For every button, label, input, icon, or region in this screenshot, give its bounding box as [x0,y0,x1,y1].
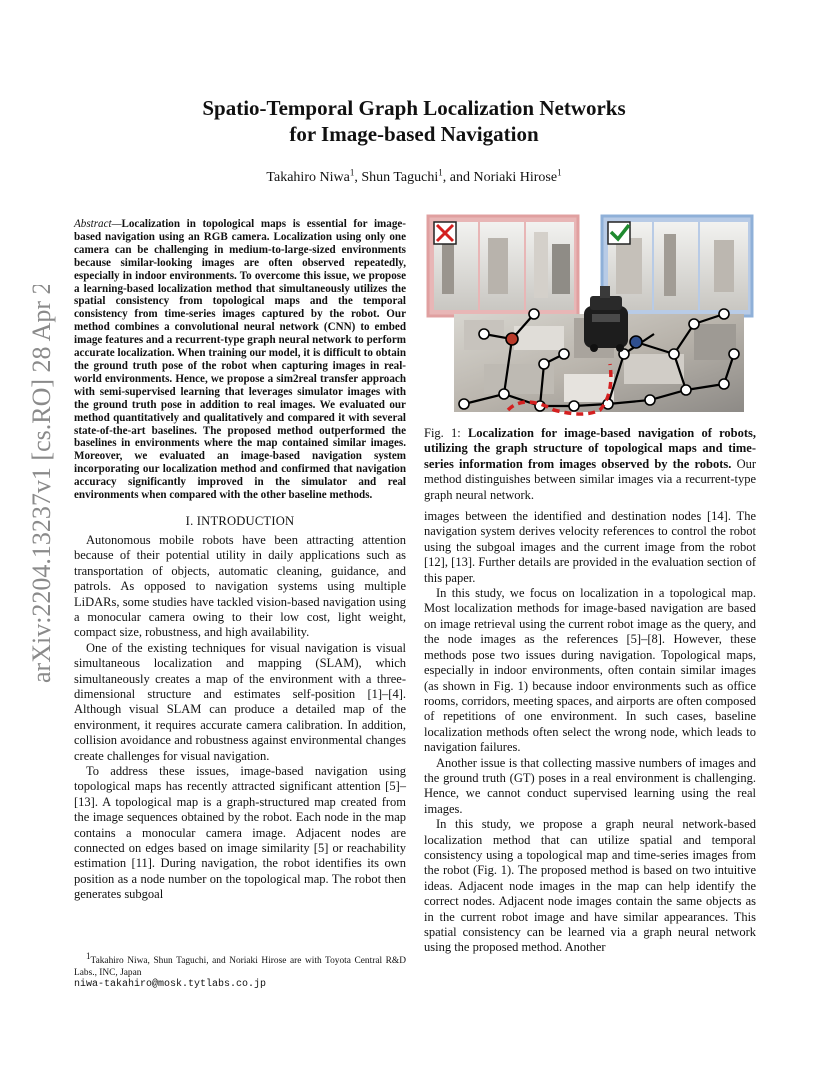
body-paragraph: In this study, we focus on localization in a topological map. Most localization methods for image-based navigation are based on image retrieval using the current robot image as the query, and the node images as the references [5]–[8]. However, these methods pose two issues during navigation. Topological maps, especially in indoor environments, often contain similar images (as shown in Fig. 1) because indoor environments such as office rooms, corridors, meeting spaces, and airports are often composed of repetitions of one environment. In such cases, baseline localization methods often select the wrong node, which leads to navigation failures. [424,586,756,755]
figure-1-illustration [424,214,756,418]
paper-title [0,95,828,147]
author-name: Noriaki Hirose [473,170,558,185]
body-paragraph: images between the identified and destination nodes [14]. The navigation system derives velocity references to control the robot using the subgoal images and the current image from the robot [12], [13]. Further details are provided in the evaluation section of this paper. [424,509,756,585]
author-list: Takahiro Niwa$^1$, Shun Taguchi$^1$, and Noriaki Hirose$^1$ [266,167,562,185]
caption-text: Our method distinguishes between similar images via a recurrent-type graph neural network. [424,456,757,502]
caption-label: Fig. 1: [424,426,461,440]
body-paragraph: To address these issues, image-based navigation using topological maps has recently attracted significant attention [5]–[13]. A topological map is a graph-structured map created from the image sequences obtained by the robot. Each node in the map contains a monocular camera image. Adjacent nodes are connected on edges based on image similarity [5] or reachability estimation [11]. During navigation, the robot identifies its own position as a node number on the topological map. The robot then generates subgoal [74,764,406,902]
arxiv-identifier-text: arXiv:2204.13237v1 [cs.RO] 28 Apr 2022 [27,285,56,683]
author-name: Takahiro Niwa [266,170,350,185]
cross-icon [434,222,456,244]
abstract [74,218,406,502]
body-paragraph: Autonomous mobile robots have been attracting attention because of their potential utility in daily applications such as transportation of objects, automatic cleaning, guidance, and patrols. As opposed to navigation systems using multiple LiDARs, some studies have tackled vision-based navigation using a monocular camera owing to their low cost, light weight, compact size, robustness, and high availability. [74,532,406,640]
author-name: Shun Taguchi [361,170,439,185]
body-paragraph: In this study, we propose a graph neural network-based localization method that can utilize spatial and temporal consistency using a topological map and time-series images from the robot (Fig. 1). The proposed method is based on two intuitive ideas. Adjacent node images in the map can help identify the correct nodes. Adjacent node images contain the same objects as in the current robot image and have similar appearances. This spatial consistency can be learned via a graph neural network using the proposed method. Another [424,817,756,955]
footnote [74,951,406,991]
left-column [74,218,406,903]
body-paragraph: Another issue is that collecting massive numbers of images and the ground truth (GT) poses in a real environment is challenging. Hence, we cannot conduct supervised learning using the real images. [424,755,756,816]
footnote-text: Takahiro Niwa, Shun Taguchi, and Noriaki Hirose are with Toyota Central R&D Labs., INC, Japan [74,956,406,978]
title-line-1: Spatio-Temporal Graph Localization Networks [202,96,626,120]
affiliation-mark: 1 [349,167,355,178]
right-column [424,214,756,956]
abstract-text: Localization in topological maps is essential for image-based navigation using an RGB camera. Localization using only one camera can be challenging in medium-to-large-sized environments because similar-looking images are often observed repeatedly, especially in indoor environments. To overcome this issue, we propose a learning-based localization method that simultaneously utilizes the spatial consistency from topological maps and the temporal consistency from time-series images captured by the robot. Our method combines a convolutional neural network (CNN) to embed image features and a recurrent-type graph neural network to perform accurate localization. When training our model, it is difficult to obtain the ground truth pose of the robot when capturing images in real-world environments. Hence, we propose a sim2real transfer approach with semi-supervised learning that leverages simulator images with the ground truth pose in addition to real images. We evaluated our method quantitatively and qualitatively and compared it with several state-of-the-art baselines. The proposed method outperformed the baselines in environments where the map contained similar images. Moreover, we evaluated an image-based navigation system incorporating our localization method and confirmed that navigation accuracy significantly improved in the simulator and real environments when compared with the other baseline methods. [74,218,406,502]
caption-bold-text: Localization for image-based navigation of robots, utilizing the graph structure of topological maps and time-series information from images observed by the robots. [424,426,757,471]
figure-1-caption [424,426,756,503]
section-heading-introduction: I. INTRODUCTION [185,513,295,528]
figure-1 [424,214,756,418]
body-paragraph: One of the existing techniques for visual navigation is visual simultaneous localization and mapping (SLAM), which simultaneously creates a map of the environment with a three-dimensional structure and estimates self-position [1]–[4]. Although visual SLAM can produce a detailed map of the environment, it requires accurate camera calibration. In addition, collision avoidance and robustness against environmental changes create challenges for visual navigation. [74,640,406,763]
affiliation-mark: 1 [438,167,443,178]
footnote-mark: 1 [86,951,91,961]
title-line-2: for Image-based Navigation [289,122,539,146]
affiliation-mark: 1 [557,167,562,178]
arxiv-identifier-stamp [14,285,62,685]
footnote-email: niwa-takahiro@mosk.tytlabs.co.jp [74,979,267,991]
check-icon [608,222,630,244]
abstract-label: Abstract— [74,218,122,230]
